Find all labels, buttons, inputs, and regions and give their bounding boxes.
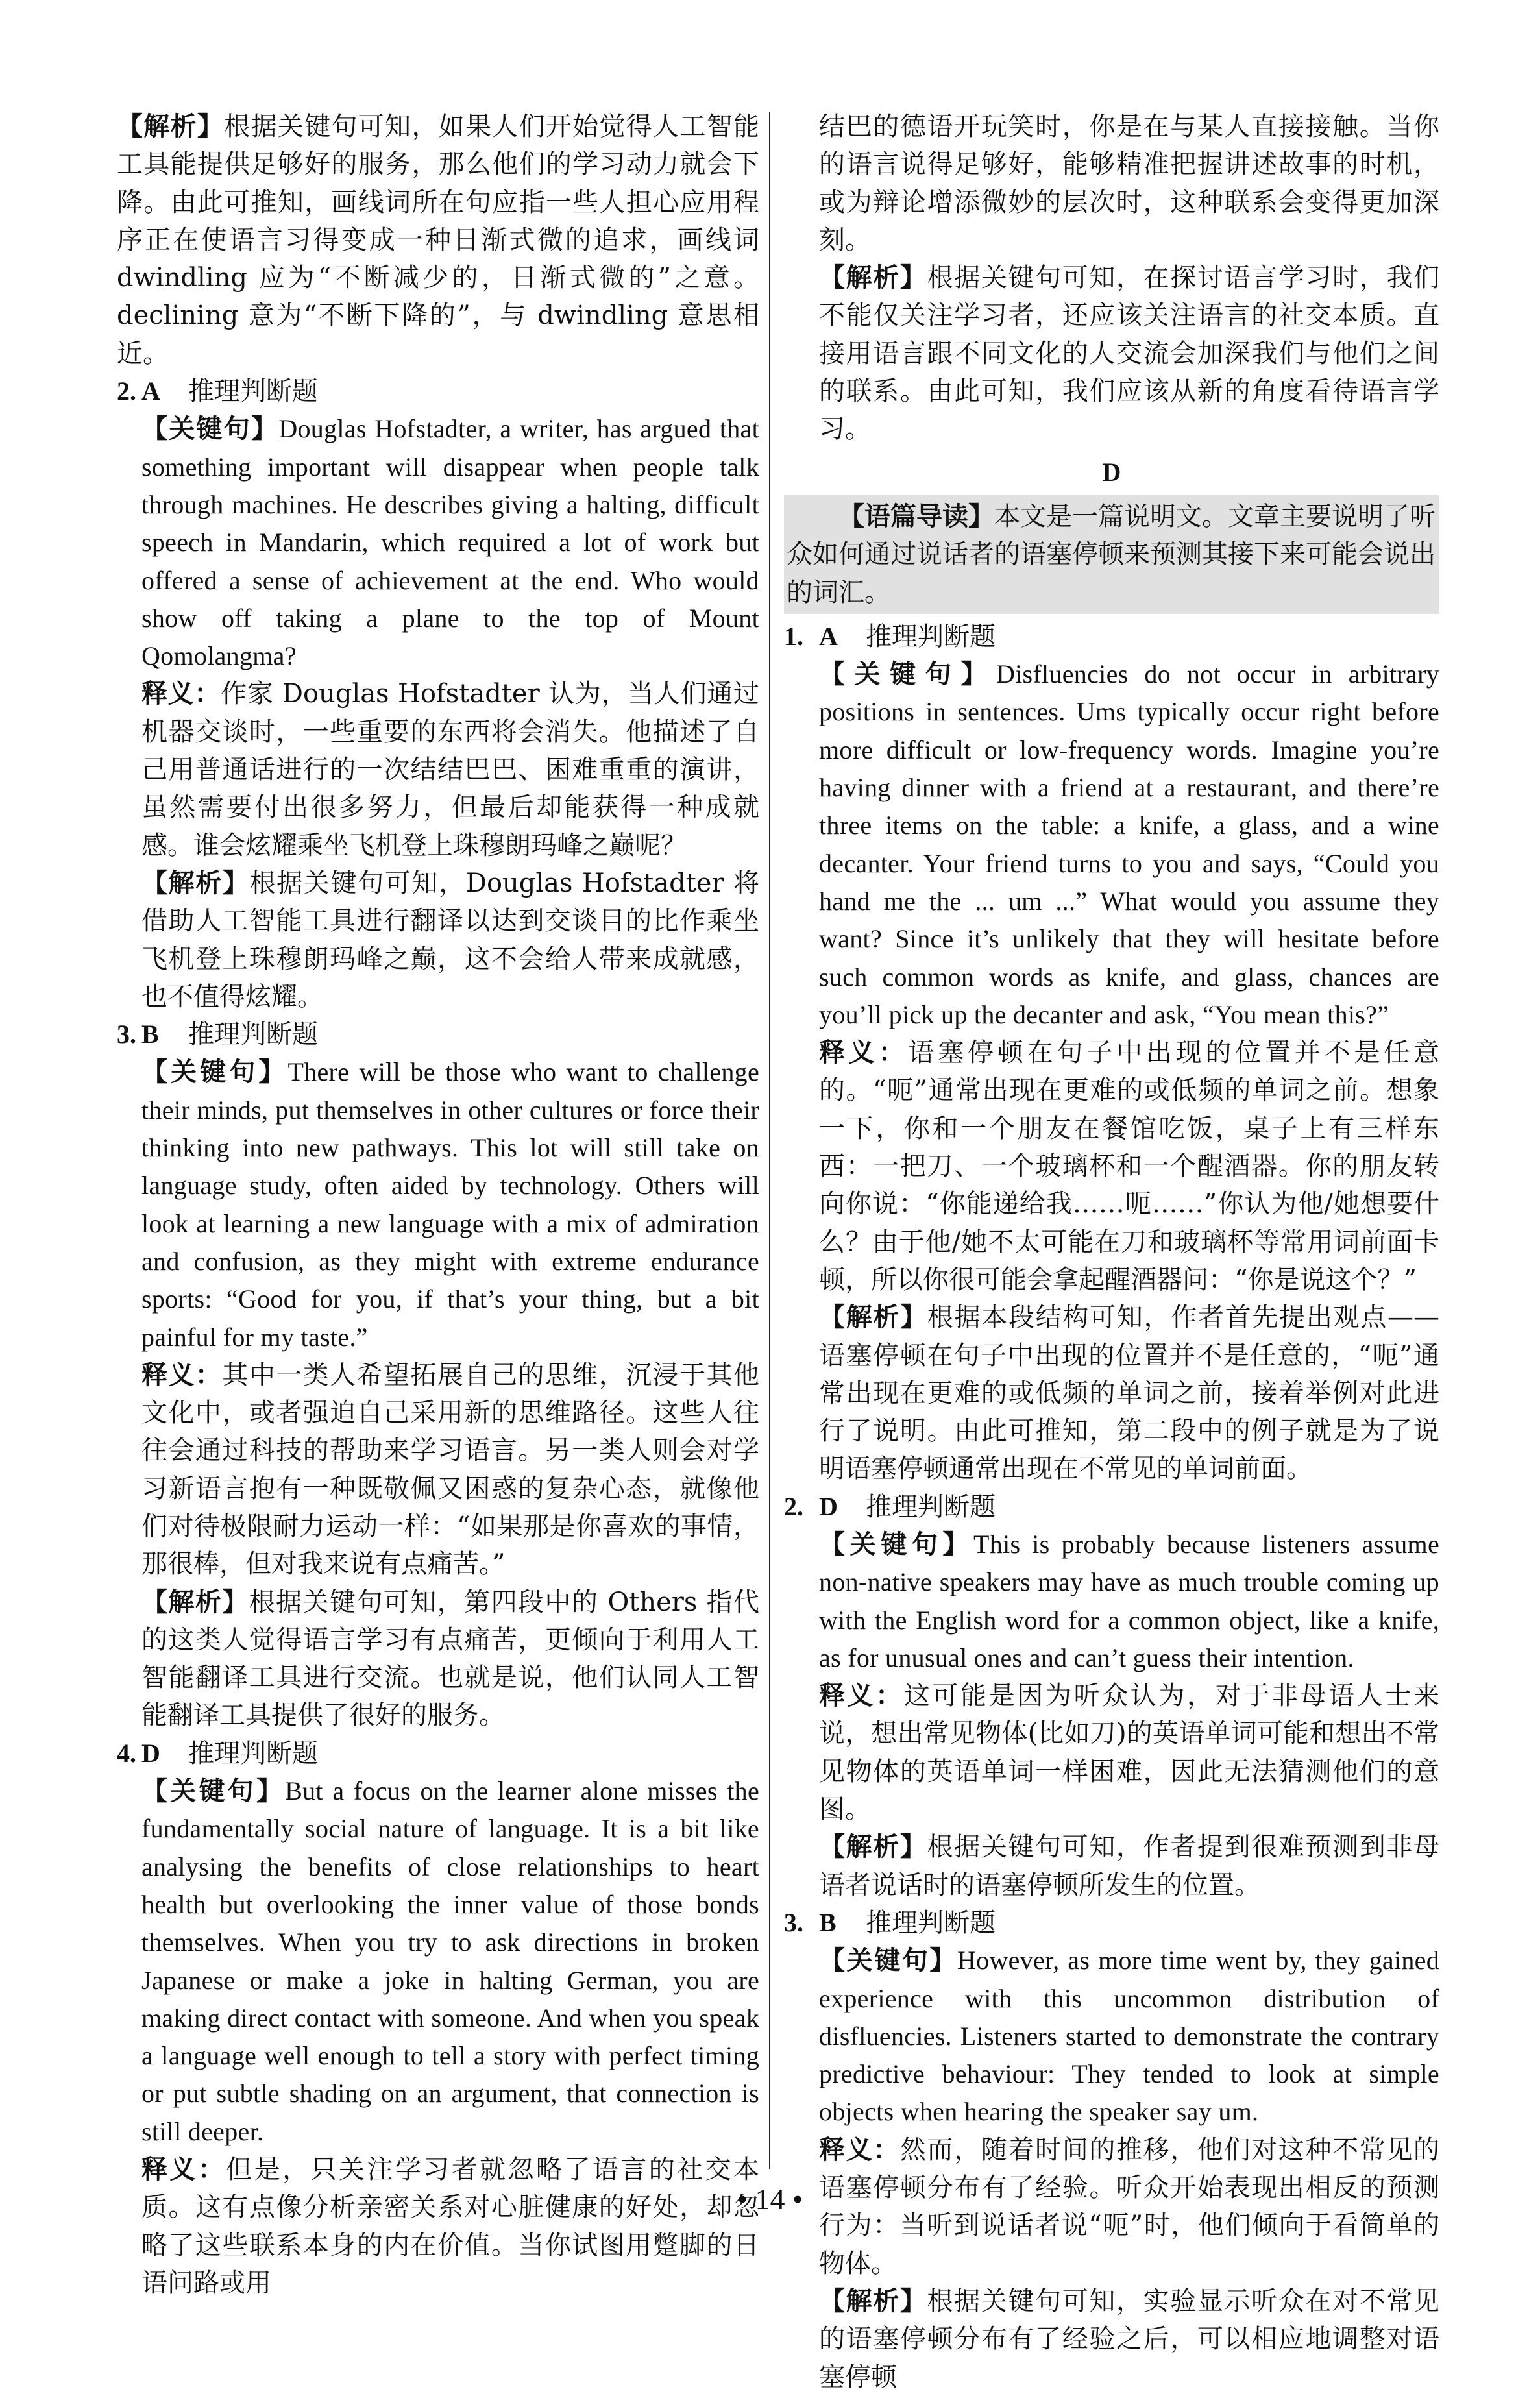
key-sentence: 【关键句】Disfluencies do not occur in arbitrary positions in sentences. Ums typically occur right before more difficult or low-frequency words. Imagine you’re having dinner with a friend at a restaurant, and there’re three items on the table: a knife, a glass, and a wine decanter. Your friend turns to you and says, “Could you hand me the ... um ...” What would you assume they want? Since it’s unlikely that they will hesitate before such common words as knife, and glass, chances are you’ll pick up the decanter and ask, “You mean this?”: [819, 659, 1439, 1029]
answer: B: [141, 1020, 159, 1049]
key-sentence: 【关键句】There will be those who want to challenge their minds, put themselves in other cultures or force their thinking into new pathways. This lot will still take on language study, often aided by technology. Others will look at learning a new language with a mix of admiration and confusion, as they might with extreme endurance sports: “Good for you, if that’s your thing, but a bit painful for my taste.”: [141, 1057, 760, 1352]
answer: D: [819, 1491, 838, 1521]
page-number: • 14 •: [737, 2182, 803, 2216]
paraphrase: 释义：这可能是因为听众认为，对于非母语人士来说，想出常见物体(比如刀)的英语单词可能和想出不常见物体的英语单词一样困难，因此无法猜测他们的意图。: [819, 1681, 1440, 1825]
question-item-3: 3. B 推理判断题 【关键句】There will be those who want to challenge their minds, put themselves in other cultures or force their thinking into new pathways. This lot will still take on language study, often aided by technology. Others will look at learning a new language with a mix of admiration and confusion, as they might with extreme endurance sports: “Good for you, if that’s your thing, but a bit painful for my taste.” 释义：其中一类人希望拓展自己的思维，沉浸于其他文化中，或者强迫自己采用新的思维路径。这些人往往会通过科技的帮助来学习语言。另一类人则会对学习新语言抱有一种既敬佩又困惑的复杂心态，就像他们对待极限耐力运动一样：“如果那是你喜欢的事情，那很棒，但对我来说有点痛苦。” 【解析】根据关键句可知，第四段中的 Others 指代的这类人觉得语言学习有点痛苦，更倾向于利用人工智能翻译工具进行交流。也就是说，他们认同人工智能翻译工具提供了很好的服务。: [117, 1016, 759, 1735]
analysis: 【解析】根据关键句可知，实验显示听众在对不常见的语塞停顿分布有了经验之后，可以相应地调整对语塞停顿: [819, 2286, 1440, 2392]
paraphrase: 释义：作家 Douglas Hofstadter 认为，当人们通过机器交谈时，一些重要的东西将会消失。他描述了自己用普通话进行的一次结结巴巴、困难重重的演讲，虽然需要付出很多努力，但最后却能获得一种成就感。谁会炫耀乘坐飞机登上珠穆朗玛峰之巅呢？: [141, 679, 759, 861]
paraphrase: 释义：语塞停顿在句子中出现的位置并不是任意的。“呃”通常出现在更难的或低频的单词之前。想象一下，你和一个朋友在餐馆吃饭，桌子上有三样东西：一把刀、一个玻璃杯和一个醒酒器。你的朋友转向你说：“你能递给我……呃……”你认为他/她想要什么？由于他/她不太可能在刀和玻璃杯等常用词前面卡顿，所以你很可能会拿起醒酒器问：“你是说这个？”: [819, 1038, 1440, 1295]
analysis: 【解析】根据关键句可知，作者提到很难预测到非母语者说话时的语塞停顿所发生的位置。: [819, 1832, 1440, 1900]
paraphrase: 释义：其中一类人希望拓展自己的思维，沉浸于其他文化中，或者强迫自己采用新的思维路径。这些人往往会通过科技的帮助来学习语言。另一类人则会对学习新语言抱有一种既敬佩又困惑的复杂心态，就像他们对待极限耐力运动一样：“如果那是你喜欢的事情，那很棒，但对我来说有点痛苦。”: [141, 1360, 760, 1580]
analysis-paragraph: 【解析】根据关键句可知，如果人们开始觉得人工智能工具能提供足够好的服务，那么他们的学习动力就会下降。由此可推知，画线词所在句应指一些人担心应用程序正在使语言习得变成一种日渐式微的追求，画线词 dwindling 应为“不断减少的，日渐式微的”之意。declining 意为“不断下降的”，与 dwindling 意思相近。: [117, 112, 760, 369]
analysis: 【解析】根据关键句可知，在探讨语言学习时，我们不能仅关注学习者，还应该关注语言的社交本质。直接用语言跟不同文化的人交流会加深我们与他们之间的联系。由此可知，我们应该从新的角度看待语言学习。: [819, 263, 1440, 445]
key-sentence: 【关键句】But a focus on the learner alone misses the fundamentally social nature of language. It is a bit like analysing the benefits of close relationships to heart health but overlooking the inner value of those bonds themselves. When you try to ask directions in broken Japanese or make a joke in halting German, you are making direct contact with someone. And when you speak a language well enough to tell a story with perfect timing or put subtle shading on an argument, that connection is still deeper.: [141, 1776, 760, 2146]
question-item-2: 2. D 推理判断题 【关键句】This is probably because listeners assume non-native speakers may have as much trouble coming up with the English word for a common object, like a knife, as for unusual ones and can’t guess their intention. 释义：这可能是因为听众认为，对于非母语人士来说，想出常见物体(比如刀)的英语单词可能和想出不常见物体的英语单词一样困难，因此无法猜测他们的意图。 【解析】根据关键句可知，作者提到很难预测到非母语者说话时的语塞停顿所发生的位置。: [784, 1488, 1439, 1904]
key-sentence: 【关键句】This is probably because listeners assume non-native speakers may have as much trouble coming up with the English word for a common object, like a knife, as for unusual ones and can’t guess their intention.: [819, 1529, 1440, 1672]
paraphrase-continued: 结巴的德语开玩笑时，你是在与某人直接接触。当你的语言说得足够好，能够精准把握讲述故事的时机，或为辩论增添微妙的层次时，这种联系会变得更加深刻。: [819, 112, 1439, 255]
question-item-3: 3. B 推理判断题 【关键句】However, as more time went by, they gained experience with this uncommon distribution of disfluencies. Listeners started to demonstrate the contrary predictive behaviour: They tended to look at simple objects when hearing the speaker say um. 释义：然而，随着时间的推移，他们对这种不常见的语塞停顿分布有了经验。听众开始表现出相反的预测行为：当听到说话者说“呃”时，他们倾向于看简单的物体。 【解析】根据关键句可知，实验显示听众在对不常见的语塞停顿分布有了经验之后，可以相应地调整对语塞停顿: [784, 1904, 1439, 2396]
key-sentence: 【关键句】Douglas Hofstadter, a writer, has argued that something important will disappear when people talk through machines. He describes giving a halting, difficult speech in Mandarin, which required a lot of work but offered a sense of achievement at the end. Who would show off taking a plane to the top of Mount Qomolangma?: [141, 414, 759, 671]
left-column: [117, 108, 759, 2302]
question-item-2: 2. A 推理判断题 【关键句】Douglas Hofstadter, a writer, has argued that something important will disappear when people talk through machines. He describes giving a halting, difficult speech in Mandarin, which required a lot of work but offered a sense of achievement at the end. Who would show off taking a plane to the top of Mount Qomolangma? 释义：作家 Douglas Hofstadter 认为，当人们通过机器交谈时，一些重要的东西将会消失。他描述了自己用普通话进行的一次结结巴巴、困难重重的演讲，虽然需要付出很多努力，但最后却能获得一种成就感。谁会炫耀乘坐飞机登上珠穆朗玛峰之巅呢？ 【解析】根据关键句可知，Douglas Hofstadter 将借助人工智能工具进行翻译以达到交谈目的比作乘坐飞机登上珠穆朗玛峰之巅，这不会给人带来成就感，也不值得炫耀。: [117, 373, 759, 1016]
column-divider: [769, 112, 770, 2169]
answer: A: [141, 376, 160, 406]
question-item-4: 4. D 推理判断题 【关键句】But a focus on the learner alone misses the fundamentally social nature of language. It is a bit like analysing the benefits of close relationships to heart health but overlooking the inner value of those bonds themselves. When you try to ask directions in broken Japanese or make a joke in halting German, you are making direct contact with someone. And when you speak a language well enough to tell a story with perfect timing or put subtle shading on an argument, that connection is still deeper. 释义：但是，只关注学习者就忽略了语言的社交本质。这有点像分析亲密关系对心脏健康的好处，却忽略了这些联系本身的内在价值。当你试图用蹩脚的日语问路或用: [117, 1735, 759, 2302]
answer: A: [819, 621, 838, 651]
paraphrase: 释义：但是，只关注学习者就忽略了语言的社交本质。这有点像分析亲密关系对心脏健康的好处，却忽略了这些联系本身的内在价值。当你试图用蹩脚的日语问路或用: [141, 2155, 760, 2298]
reading-guide-box: 【语篇导读】本文是一篇说明文。文章主要说明了听众如何通过说话者的语塞停顿来预测其接下来可能会说出的词汇。: [784, 495, 1439, 614]
analysis: 【解析】根据关键句可知，Douglas Hofstadter 将借助人工智能工具进行翻译以达到交谈目的比作乘坐飞机登上珠穆朗玛峰之巅，这不会给人带来成就感，也不值得炫耀。: [141, 868, 759, 1012]
answer: D: [141, 1738, 160, 1768]
question-item-1: 1. A 推理判断题 【关键句】Disfluencies do not occur in arbitrary positions in sentences. Ums typically occur right before more difficult or low-frequency words. Imagine you’re having dinner with a friend at a restaurant, and there’re three items on the table: a knife, a glass, and a wine decanter. Your friend turns to you and says, “Could you hand me the ... um ...” What would you assume they want? Since it’s unlikely that they will hesitate before such common words as knife, and glass, chances are you’ll pick up the decanter and ask, “You mean this?” 释义：语塞停顿在句子中出现的位置并不是任意的。“呃”通常出现在更难的或低频的单词之前。想象一下，你和一个朋友在餐馆吃饭，桌子上有三样东西：一把刀、一个玻璃杯和一个醒酒器。你的朋友转向你说：“你能递给我……呃……”你认为他/她想要什么？由于他/她不太可能在刀和玻璃杯等常用词前面卡顿，所以你很可能会拿起醒酒器问：“你是说这个？” 【解析】根据本段结构可知，作者首先提出观点——语塞停顿在句子中出现的位置并不是任意的，“呃”通常出现在更难的或低频的单词之前，接着举例对此进行了说明。由此可推知，第二段中的例子就是为了说明语塞停顿通常出现在不常见的单词前面。: [784, 618, 1439, 1488]
paraphrase: 释义：然而，随着时间的推移，他们对这种不常见的语塞停顿分布有了经验。听众开始表现出相反的预测行为：当听到说话者说“呃”时，他们倾向于看简单的物体。: [819, 2134, 1440, 2279]
analysis: 【解析】根据关键句可知，第四段中的 Others 指代的这类人觉得语言学习有点痛苦，更倾向于利用人工智能翻译工具进行交流。也就是说，他们认同人工智能翻译工具提供了很好的服务。: [141, 1587, 760, 1731]
right-column: [784, 108, 1439, 2396]
answer: B: [819, 1907, 837, 1937]
section-title: D: [1102, 457, 1121, 487]
key-sentence: 【关键句】However, as more time went by, they gained experience with this uncommon distribution of disfluencies. Listeners started to demonstrate the contrary predictive behaviour: They tended to look at simple objects when hearing the speaker say um.: [819, 1946, 1439, 2127]
analysis: 【解析】根据本段结构可知，作者首先提出观点——语塞停顿在句子中出现的位置并不是任意的，“呃”通常出现在更难的或低频的单词之前，接着举例对此进行了说明。由此可推知，第二段中的例子就是为了说明语塞停顿通常出现在不常见的单词前面。: [819, 1302, 1440, 1484]
